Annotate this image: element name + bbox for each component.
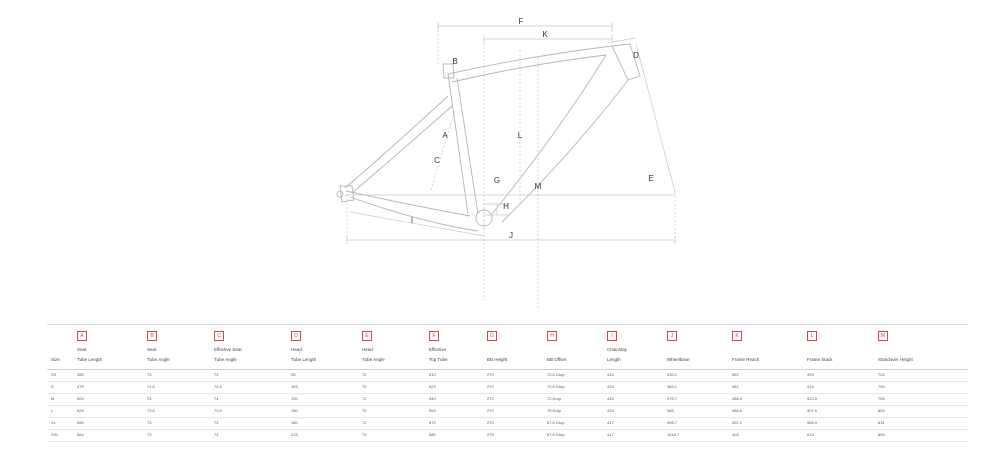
column-header-line1: Seat [77, 347, 87, 352]
column-letter-J: J [667, 331, 677, 341]
label-F: F [518, 17, 524, 26]
table-cell: 272 [487, 396, 494, 401]
column-header-line2: BB Height [487, 357, 508, 362]
table-cell: 270 [487, 372, 494, 377]
table-cell: 72.5 Drop [547, 372, 565, 377]
table-cell: 73 [147, 420, 152, 425]
table-cell: 565.9 [807, 420, 818, 425]
column-letter-F: F [429, 331, 439, 341]
column-header-line2: Tube Angle [214, 357, 237, 362]
table-cell: 415 [607, 384, 614, 389]
table-cell: 514 [807, 384, 814, 389]
table-cell: 150 [291, 408, 298, 413]
reference-dash-lines [347, 26, 675, 310]
table-cell: 965.1 [667, 384, 678, 389]
column-header-line2: Frame Stack [807, 357, 833, 362]
column-letter-H: H [547, 331, 557, 341]
column-letter-C: C [214, 331, 224, 341]
table-cell: 73.5 [147, 408, 155, 413]
column-letter-D: D [291, 331, 301, 341]
table-cell: 507.9 [807, 408, 818, 413]
table-cell: 998.7 [667, 420, 678, 425]
label-J: J [509, 231, 513, 240]
label-H: H [503, 202, 509, 211]
table-row [47, 406, 968, 418]
column-letter-L: L [807, 331, 817, 341]
table-cell: 750 [878, 384, 885, 389]
table-cell: 550 [77, 420, 84, 425]
table-cell: 831 [878, 420, 885, 425]
table-cell: 553 [429, 408, 436, 413]
table-row [47, 430, 968, 442]
table-cell: 755 [878, 396, 885, 401]
table-letter-row [47, 331, 968, 343]
table-cell: 362 [732, 372, 739, 377]
table-cell: 72.5 Drop [547, 384, 565, 389]
table-row [47, 394, 968, 406]
table-cell: 105 [291, 384, 298, 389]
table-cell: 73 [214, 420, 219, 425]
table-cell: 415 [607, 372, 614, 377]
table-cell: 475 [77, 384, 84, 389]
table-cell: 73 [214, 432, 219, 437]
geometry-table [47, 324, 968, 442]
table-cell: 417 [607, 432, 614, 437]
table-row [47, 382, 968, 394]
column-header-line2: Top Tube [429, 357, 448, 362]
table-cell: 67.5 Drop [547, 420, 565, 425]
table-cell: 386.6 [732, 408, 743, 413]
table-cell: 510 [429, 372, 436, 377]
table-top-rule [47, 324, 968, 325]
table-cell: 523.9 [807, 396, 818, 401]
table-cell: 382 [732, 384, 739, 389]
column-letter-G: G [487, 331, 497, 341]
column-letter-A: A [77, 331, 87, 341]
table-cell: 95 [291, 372, 296, 377]
table-cell: 270 [487, 420, 494, 425]
table-cell: 75 Drop [547, 408, 562, 413]
table-cell: 270 [487, 408, 494, 413]
column-header-line1: Seat [147, 347, 157, 352]
label-G: G [493, 176, 501, 185]
table-cell: 74 [214, 396, 219, 401]
table-cell: 67.5 Drop [547, 432, 565, 437]
table-row [47, 418, 968, 430]
table-cell: 930.1 [667, 372, 678, 377]
column-letter-K: K [732, 331, 742, 341]
table-cell: 73 [147, 432, 152, 437]
table-cell: 130 [291, 396, 298, 401]
table-cell: 417 [607, 420, 614, 425]
column-header-line1: Chainstay [607, 347, 628, 352]
table-row [47, 370, 968, 382]
column-letter-M: M [878, 331, 888, 341]
label-L: L [517, 131, 523, 140]
column-header-line2: Tube Angle [147, 357, 170, 362]
label-B: B [452, 57, 458, 66]
table-cell: 500 [77, 396, 84, 401]
table-cell: 613 [807, 432, 814, 437]
dimension-lines [345, 22, 675, 244]
table-cell: 975.7 [667, 396, 678, 401]
size-cell: XS [51, 372, 57, 377]
column-letter-B: B [147, 331, 157, 341]
table-cell: 855 [878, 432, 885, 437]
table-cell: 523 [429, 384, 436, 389]
table-cell: 415 [607, 408, 614, 413]
column-header-line1: Effective Seat [214, 347, 242, 352]
column-header-line2: Tube Angle [362, 357, 385, 362]
table-cell: 72 Drop [547, 396, 562, 401]
table-cell: 415 [607, 396, 614, 401]
size-header: Size [51, 357, 60, 362]
size-cell: XL [51, 420, 56, 425]
column-header-line1: Head [291, 347, 302, 352]
bike-frame-outline [337, 44, 640, 231]
label-D: D [633, 51, 639, 60]
table-cell: 73 [362, 432, 367, 437]
label-K: K [542, 30, 548, 39]
table-cell: 74 [147, 396, 152, 401]
table-cell: 72 [362, 384, 367, 389]
column-header-line2: Length [607, 357, 621, 362]
column-header-line2: Standover Height [878, 357, 913, 362]
table-cell: 215 [291, 432, 298, 437]
column-header-line2: Tube Length [77, 357, 103, 362]
table-cell: 386.9 [732, 396, 743, 401]
table-cell: 72 [362, 372, 367, 377]
table-cell: 275 [487, 432, 494, 437]
column-header-line1: Effective [429, 347, 447, 352]
table-cell: 72 [362, 408, 367, 413]
column-letter-E: E [362, 331, 372, 341]
column-letter-I: I [607, 331, 617, 341]
table-cell: 180 [291, 420, 298, 425]
table-cell: 584 [77, 432, 84, 437]
table-cell: 72 [362, 420, 367, 425]
table-body [47, 370, 968, 442]
table-cell: 74.5 [147, 384, 155, 389]
table-cell: 580 [429, 432, 436, 437]
table-cell: 72 [362, 396, 367, 401]
size-cell: L [51, 408, 54, 413]
table-cell: 1016.7 [667, 432, 680, 437]
table-cell: 73 [147, 372, 152, 377]
table-cell: 73 [214, 372, 219, 377]
table-cell: 403 [732, 432, 739, 437]
table-cell: 540 [429, 396, 436, 401]
table-cell: 450 [77, 372, 84, 377]
column-header-line2: Tube Length [291, 357, 317, 362]
label-M: M [534, 182, 542, 191]
size-cell: XXL [51, 432, 59, 437]
table-cell: 985 [667, 408, 674, 413]
table-cell: 391.2 [732, 420, 743, 425]
column-header-line2: Frame Reach [732, 357, 760, 362]
label-A: A [442, 131, 448, 140]
table-cell: 74.5 [214, 384, 222, 389]
size-cell: M [51, 396, 55, 401]
column-header-line2: Wheelbase [667, 357, 690, 362]
table-cell: 525 [77, 408, 84, 413]
table-cell: 570 [429, 420, 436, 425]
table-header-row [47, 343, 968, 370]
table-cell: 802 [878, 408, 885, 413]
size-cell: S [51, 384, 54, 389]
label-I: I [410, 216, 414, 225]
table-cell: 73.5 [214, 408, 222, 413]
column-header-line1: Head [362, 347, 373, 352]
table-cell: 722 [878, 372, 885, 377]
table-cell: 270 [487, 384, 494, 389]
column-header-line2: BB Offset [547, 357, 567, 362]
label-E: E [648, 174, 654, 183]
label-C: C [434, 156, 440, 165]
table-cell: 493 [807, 372, 814, 377]
